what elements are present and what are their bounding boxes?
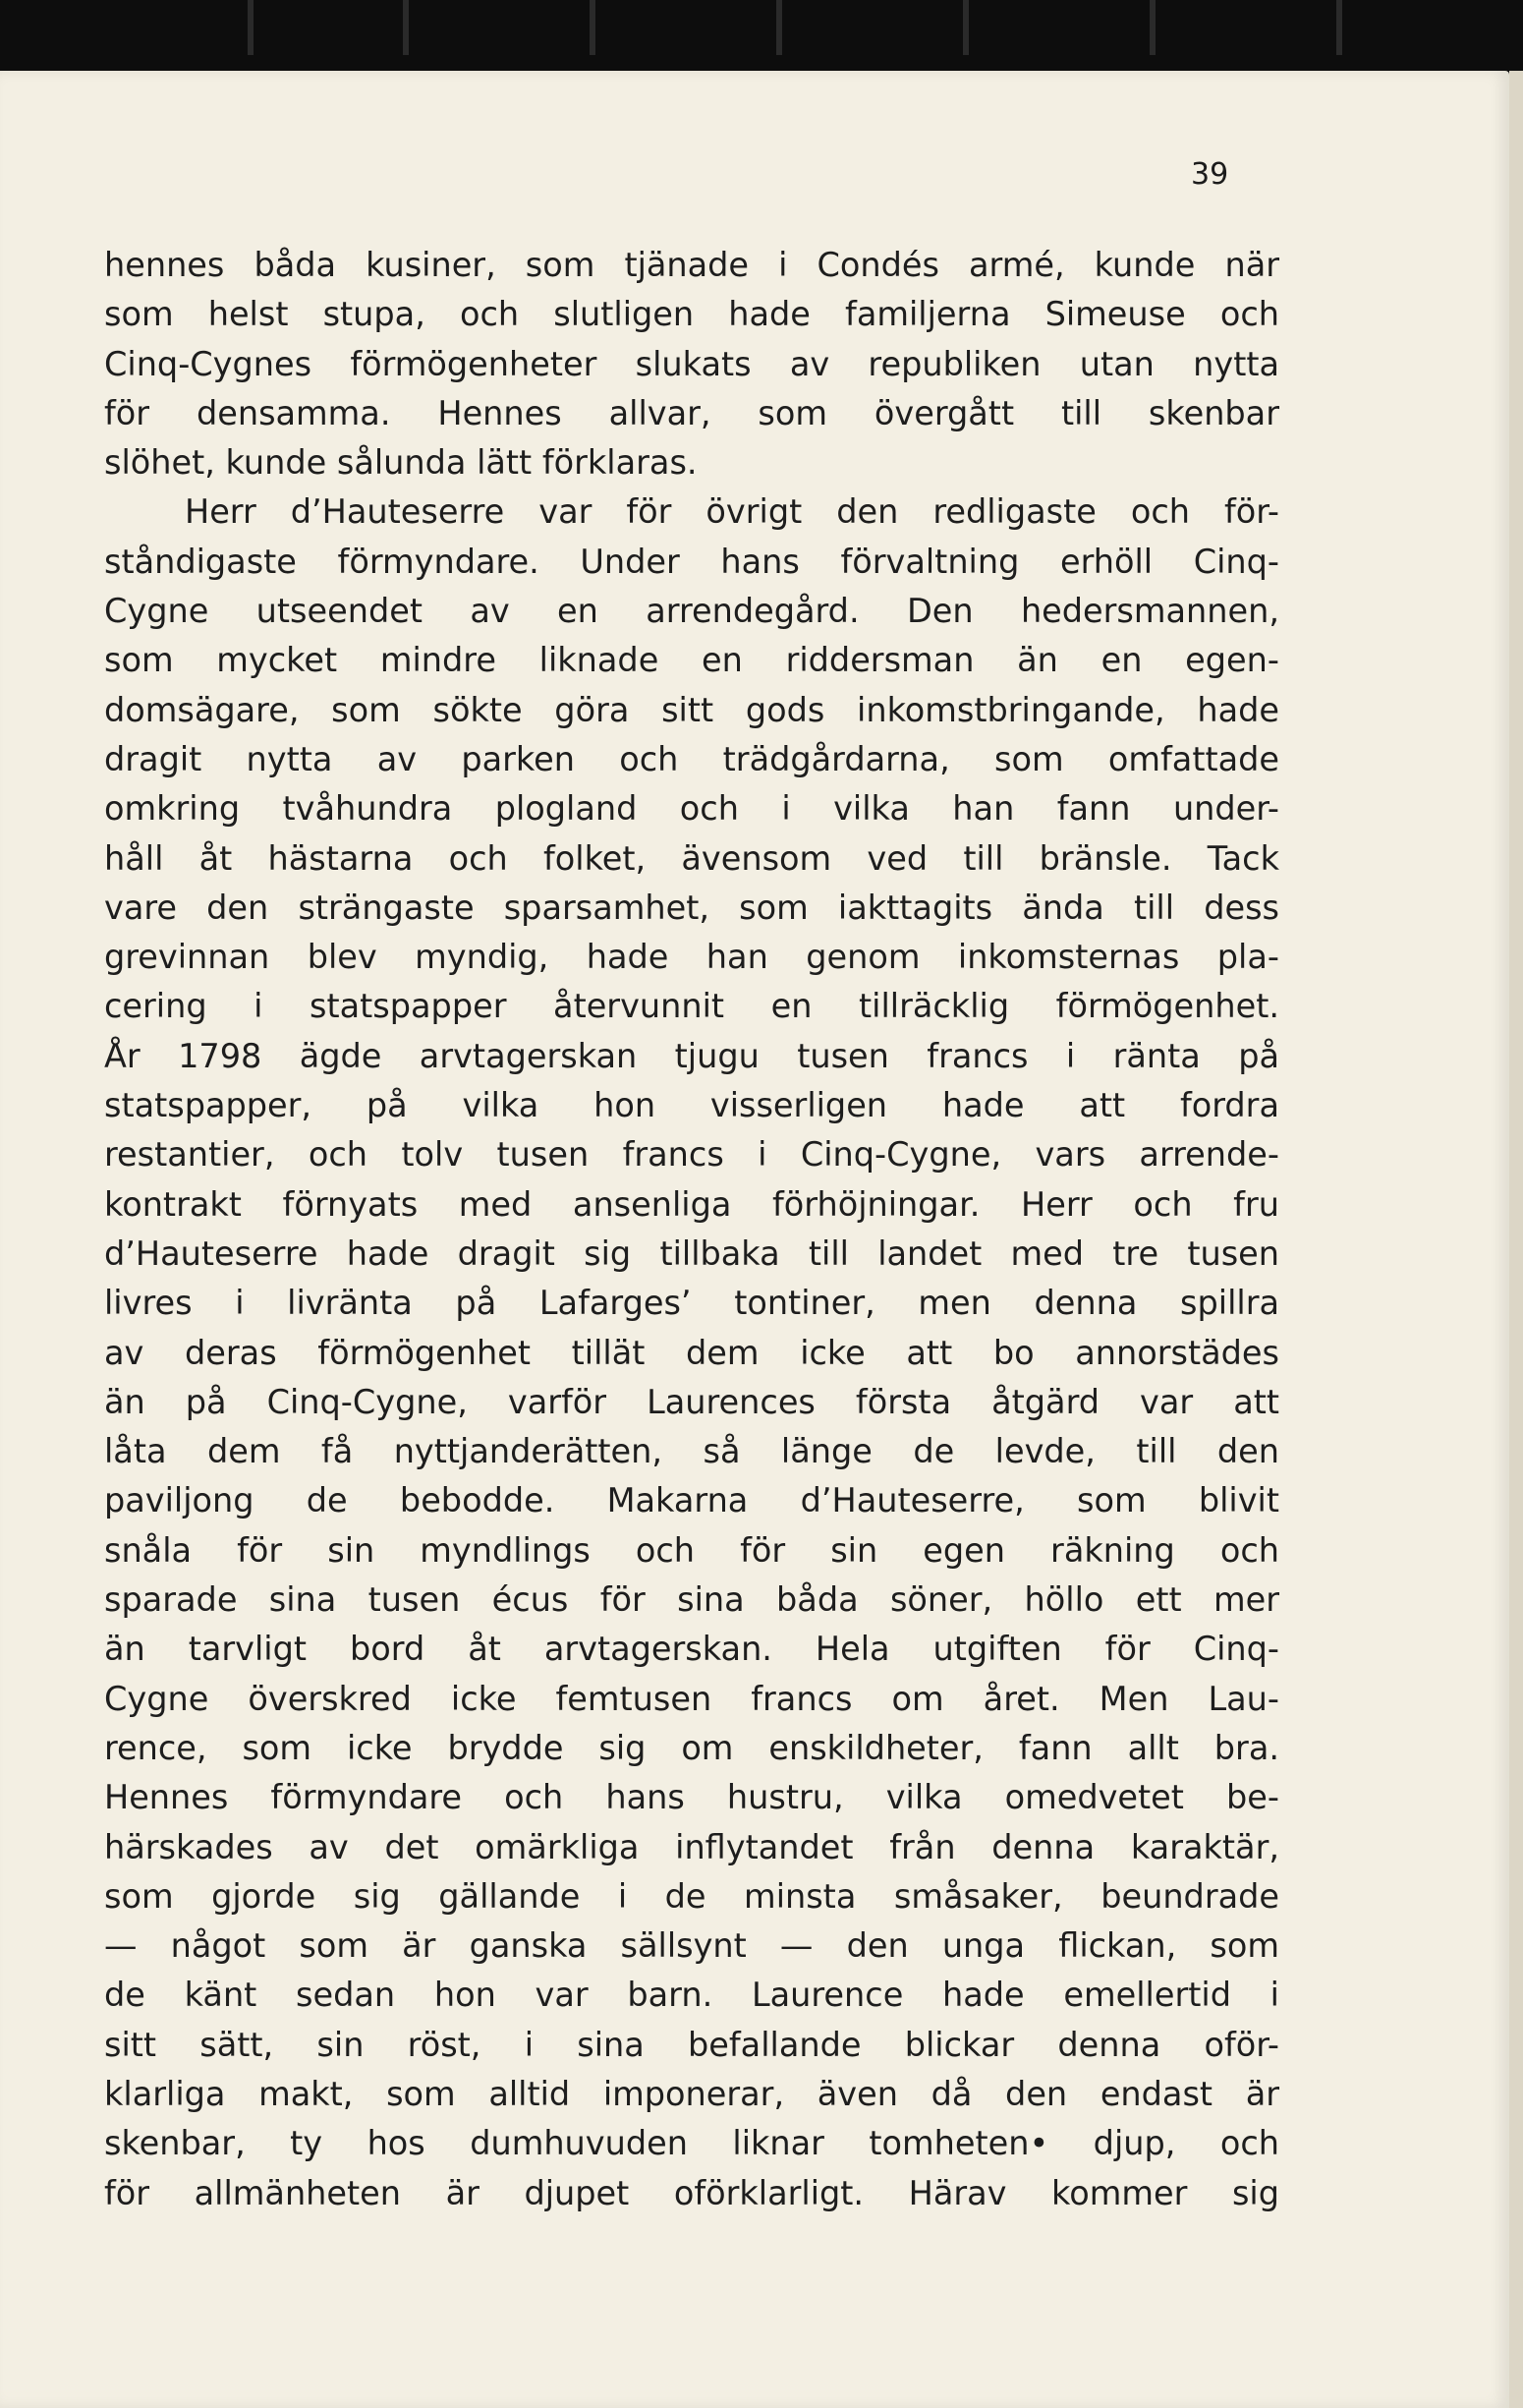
binding-slat	[776, 0, 782, 55]
text-line: snåla för sin myndlings och för sin egen räkning och	[104, 1530, 1279, 1570]
text-line: som gjorde sig gällande i de minsta småsaker, beundrade	[104, 1876, 1279, 1916]
text-line: sitt sätt, sin röst, i sina befallande blickar denna oför-	[104, 2025, 1279, 2064]
text-line: kontrakt förnyats med ansenliga förhöjningar. Herr och fru	[104, 1184, 1279, 1224]
text-line: än tarvligt bord åt arvtagerskan. Hela utgiften för Cinq-	[104, 1630, 1279, 1669]
scanner-top-band	[0, 0, 1523, 79]
text-line: dragit nytta av parken och trädgårdarna, som omfattade	[104, 739, 1279, 778]
text-line: av deras förmögenhet tillät dem icke att bo annorstädes	[104, 1333, 1279, 1372]
page-edge	[1509, 71, 1523, 2408]
text-line: — något som är ganska sällsynt — den unga flickan, som	[104, 1926, 1279, 1966]
text-line: håll åt hästarna och folket, ävensom ved till bränsle. Tack	[104, 838, 1279, 878]
binding-slat	[1150, 0, 1156, 55]
text-line: statspapper, på vilka hon visserligen hade att fordra	[104, 1086, 1279, 1125]
text-line: härskades av det omärkliga inflytandet från denna karaktär,	[104, 1827, 1279, 1866]
text-line: ståndigaste förmyndare. Under hans förvaltning erhöll Cinq-	[104, 542, 1279, 581]
text-line: Cygne utseendet av en arrendegård. Den hedersmannen,	[104, 592, 1279, 631]
text-line: Herr d’Hauteserre var för övrigt den redligaste och för-	[185, 492, 1279, 532]
binding-slat	[403, 0, 409, 55]
text-line: cering i statspapper återvunnit en tillräcklig förmögenhet.	[104, 987, 1279, 1026]
text-line: grevinnan blev myndig, hade han genom inkomsternas pla-	[104, 938, 1279, 977]
body-text	[104, 241, 1279, 2218]
text-line: än på Cinq-Cygne, varför Laurences första åtgärd var att	[104, 1382, 1279, 1421]
text-line: som mycket mindre liknade en riddersman än en egen-	[104, 641, 1279, 680]
text-line: d’Hauteserre hade dragit sig tillbaka till landet med tre tusen	[104, 1233, 1279, 1273]
text-line: paviljong de bebodde. Makarna d’Hauteserre, som blivit	[104, 1481, 1279, 1520]
text-line: Cinq-Cygnes förmögenheter slukats av republiken utan nytta	[104, 344, 1279, 383]
text-line: Cygne överskred icke femtusen francs om året. Men Lau-	[104, 1679, 1279, 1718]
text-line: År 1798 ägde arvtagerskan tjugu tusen francs i ränta på	[104, 1036, 1279, 1075]
text-line: låta dem få nyttjanderätten, så länge de levde, till den	[104, 1432, 1279, 1471]
text-line: hennes båda kusiner, som tjänade i Condés armé, kunde när	[104, 246, 1279, 284]
binding-slat	[963, 0, 969, 55]
text-line: de känt sedan hon var barn. Laurence hade emellertid i	[104, 1976, 1279, 2015]
text-line: vare den strängaste sparsamhet, som iakttagits ända till dess	[104, 888, 1279, 927]
text-line: klarliga makt, som alltid imponerar, även då den endast är	[104, 2074, 1279, 2113]
binding-slat	[590, 0, 595, 55]
text-line: slöhet, kunde sålunda lätt förklaras.	[104, 443, 698, 483]
page-number: 39	[1191, 157, 1229, 192]
text-line: omkring tvåhundra plogland och i vilka han fann under-	[104, 789, 1279, 829]
binding-slat	[248, 0, 254, 55]
binding-slat	[1336, 0, 1342, 55]
text-line: sparade sina tusen écus för sina båda söner, höllo ett mer	[104, 1580, 1279, 1620]
text-line: domsägare, som sökte göra sitt gods inkomstbringande, hade	[104, 690, 1279, 729]
text-line: livres i livränta på Lafarges’ tontiner, men denna spillra	[104, 1284, 1279, 1323]
text-line: för densamma. Hennes allvar, som övergått till skenbar	[104, 393, 1279, 432]
text-line: skenbar, ty hos dumhuvuden liknar tomheten• djup, och	[104, 2124, 1279, 2163]
text-line: restantier, och tolv tusen francs i Cinq-Cygne, vars arrende-	[104, 1135, 1279, 1175]
text-line: som helst stupa, och slutligen hade familjerna Simeuse och	[104, 295, 1279, 334]
text-line: rence, som icke brydde sig om enskildheter, fann allt bra.	[104, 1728, 1279, 1767]
text-line: Hennes förmyndare och hans hustru, vilka omedvetet be-	[104, 1778, 1279, 1817]
text-line: för allmänheten är djupet oförklarligt. Härav kommer sig	[104, 2173, 1279, 2212]
